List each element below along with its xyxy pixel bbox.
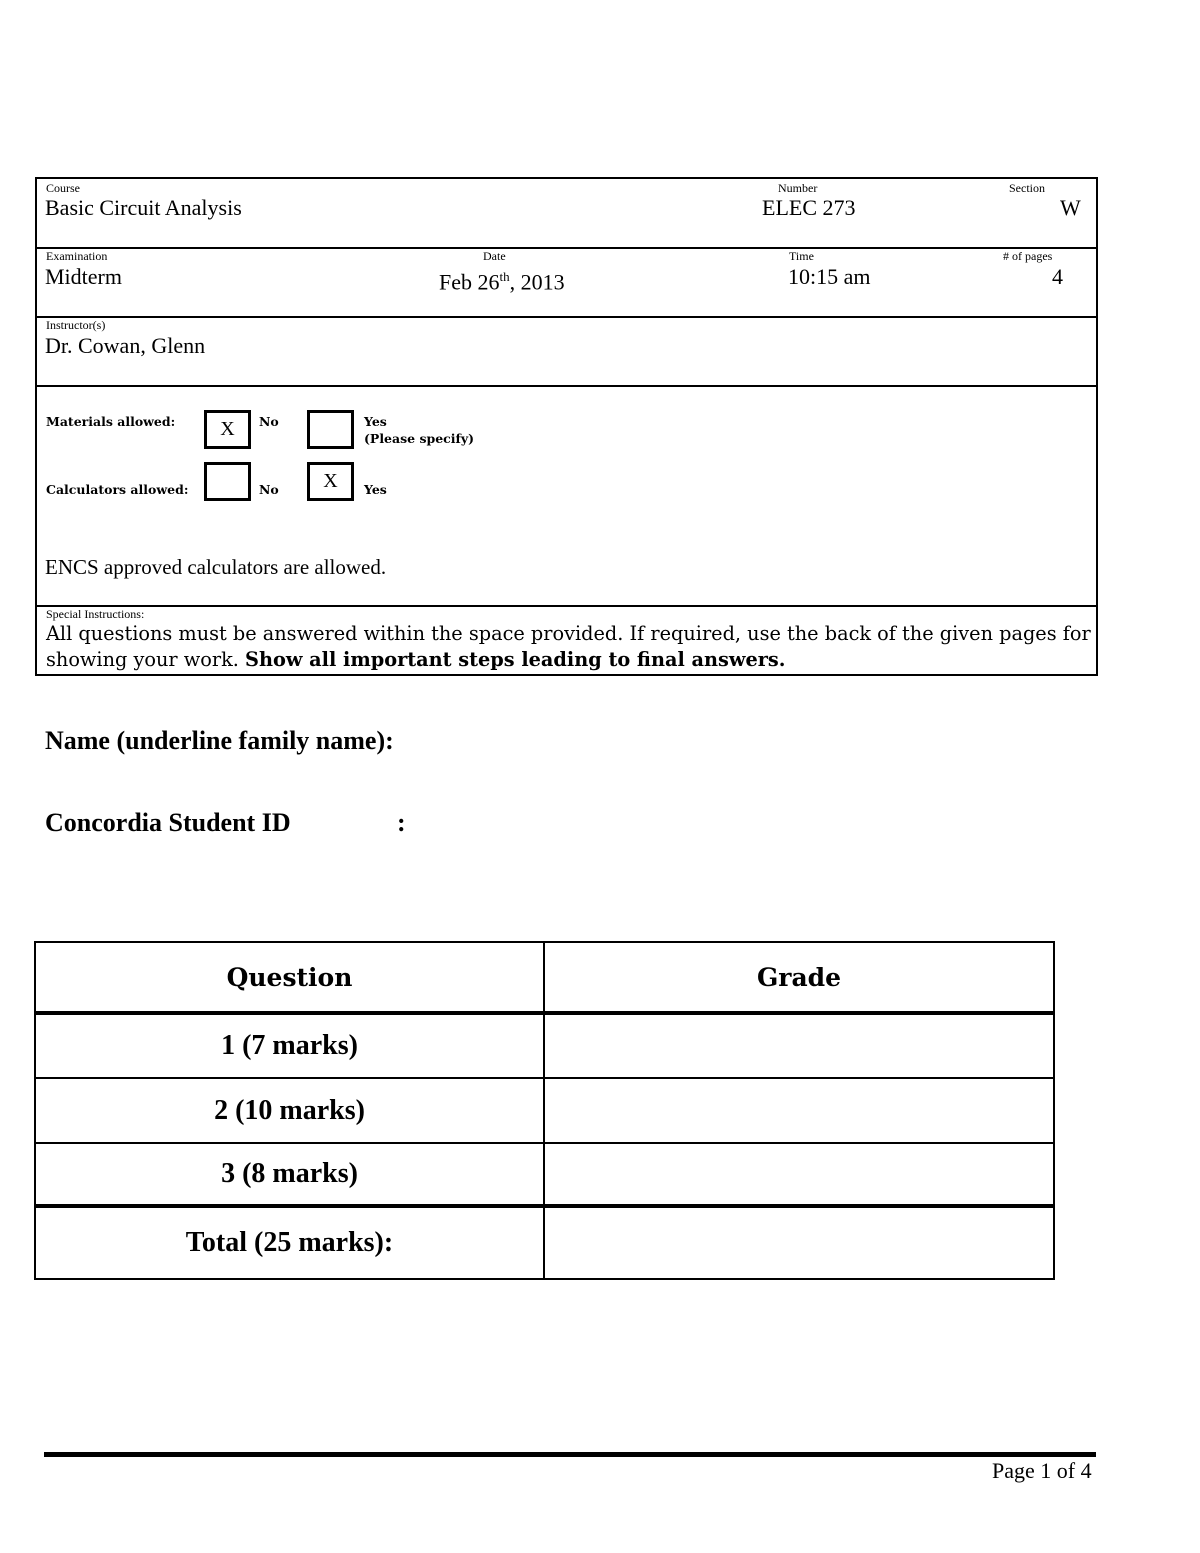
table-header-row [35,942,1054,1013]
student-name-label: Name (underline family name): [45,726,394,755]
grade-table [34,941,1055,1280]
student-id-colon: : [397,808,406,837]
materials-specify-label: (Please specify) [364,431,475,446]
total-label-cell: Total (25 marks): [35,1206,544,1279]
materials-yes-checkbox[interactable] [307,410,354,449]
materials-no-label: No [259,414,279,429]
row-divider [37,316,1096,318]
instructor-value: Dr. Cowan, Glenn [45,333,206,358]
table-row [35,1143,1054,1206]
pages-value: 4 [1052,264,1063,289]
grade-header: Grade [544,942,1054,1013]
total-grade-cell[interactable] [544,1206,1054,1279]
materials-no-checkbox[interactable]: X [204,410,251,449]
special-instructions-text: All questions must be answered within the space provided. If required, use the back of the given pages for showing your work. Show all important steps leading to final answers. [46,622,1091,671]
row-divider [37,247,1096,249]
student-id-label: Concordia Student ID [45,808,291,837]
row-divider [37,385,1096,387]
table-row [35,1078,1054,1143]
question-header: Question [35,942,544,1013]
exam-value: Midterm [45,264,122,289]
question-cell: 3 (8 marks) [35,1143,544,1206]
calculators-no-label: No [259,482,279,497]
pages-label: # of pages [1003,249,1053,263]
time-value: 10:15 am [788,264,871,289]
section-label: Section [1009,181,1045,195]
number-label: Number [778,181,818,195]
special-instructions-label: Special Instructions: [46,607,145,621]
row-divider [37,605,1096,607]
date-value: Feb 26th, 2013 [439,269,565,295]
calculators-no-checkbox[interactable] [204,462,251,501]
total-row [35,1206,1054,1279]
grade-cell[interactable] [544,1143,1054,1206]
question-cell: 1 (7 marks) [35,1013,544,1078]
course-label: Course [46,181,80,195]
question-cell: 2 (10 marks) [35,1078,544,1143]
calculators-yes-checkbox[interactable]: X [307,462,354,501]
footer-rule [44,1452,1096,1457]
table-row [35,1013,1054,1078]
materials-yes-label: Yes [364,414,387,429]
materials-label: Materials allowed: [46,414,176,429]
number-value: ELEC 273 [762,195,856,220]
calculator-note: ENCS approved calculators are allowed. [45,555,387,579]
section-value: W [1060,195,1081,220]
calculators-yes-label: Yes [364,482,387,497]
grade-cell[interactable] [544,1013,1054,1078]
special-instructions-bold: Show all important steps leading to final answers. [245,648,786,671]
calculators-label: Calculators allowed: [46,482,189,497]
page-number: Page 1 of 4 [992,1458,1092,1483]
date-label: Date [483,249,506,263]
course-value: Basic Circuit Analysis [45,195,242,220]
exam-header-box [35,177,1098,676]
time-label: Time [789,249,814,263]
exam-label: Examination [46,249,108,263]
grade-cell[interactable] [544,1078,1054,1143]
instructor-label: Instructor(s) [46,318,106,332]
